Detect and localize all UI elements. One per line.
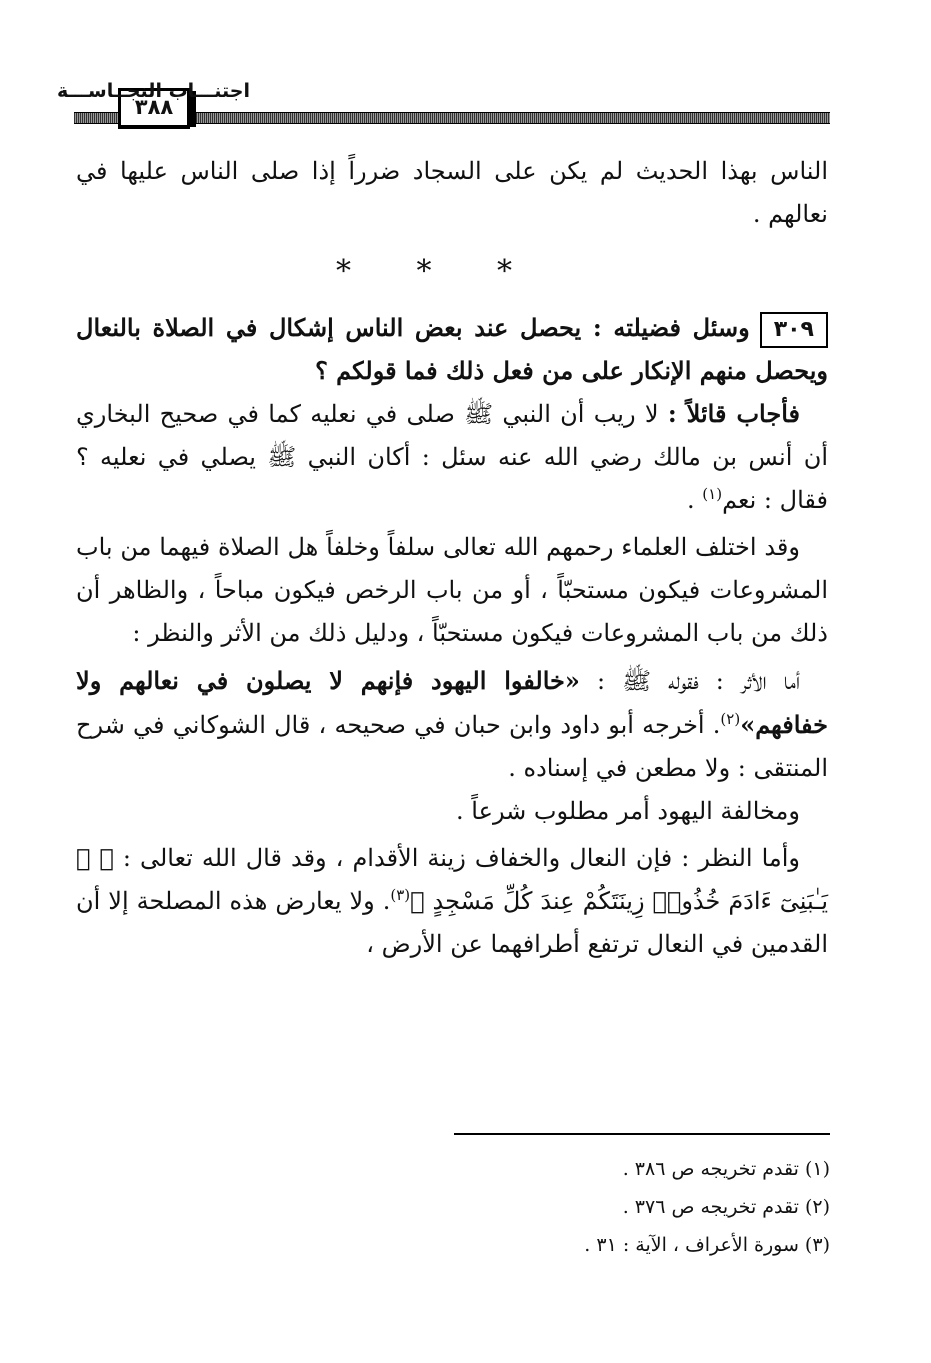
page-number: ٣٨٨ [118,88,190,129]
answer-lead: فأجاب قائلاً : [667,399,800,428]
footnote-ref-3: (٣) [390,886,411,904]
footnote-3: (٣) سورة الأعراف ، الآية : ٣١ . [584,1234,830,1256]
question-paragraph [76,306,828,392]
athar-hadith: «خالفوا اليهود فإنهم لا يصلون في نعالهم ولا خفافهم» [76,666,828,739]
nazar-rest: . ولا يعارض هذه المصلحة إلا أن القدمين في النعال ترتفع أطرافهما عن الأرض ، [76,887,828,958]
page-header [57,72,830,128]
answer-end: . [687,486,695,514]
footnote-separator [454,1133,830,1135]
body-text [76,150,828,966]
scholars-paragraph: وقد اختلف العلماء رحمهم الله تعالى سلفاً وخلفاً هل الصلاة فيهما من باب المشروعات فيكون مستحبّاً ، أو من باب الرخص فيكون مباحاً ، والظاهر أن ذلك من باب المشروعات فيكون مستحبّاً ، ودليل ذلك من الأثر والنظر : [76,533,828,647]
running-title: اجتنـــاب النجــاســـة [57,80,250,102]
nazar-paragraph [76,837,828,966]
answer-paragraph [76,392,828,522]
athar-lead: أما الأثر : فقوله ﷺ : [596,667,800,695]
answer-text: لا ريب أن النبي ﷺ صلى في نعليه كما في صحيح البخاري أن أنس بن مالك رضي الله عنه سئل : أكان النبي ﷺ يصلي في نعليه ؟ فقال : نعم [76,400,828,514]
question-number: ٣٠٩ [760,312,828,348]
footnote-1: (١) تقدم تخريجه ص ٣٨٦ . [622,1158,830,1180]
footnote-ref-2: (٢) [720,710,741,728]
athar-paragraph [76,659,828,790]
question-text: وسئل فضيلته : يحصل عند بعض الناس إشكال في الصلاة بالنعال ويحصل منهم الإنكار على من فعل ذلك فما قولكم ؟ [76,313,828,385]
footnotes [130,1150,830,1264]
section-separator: * * * [335,254,541,289]
paragraph-continuation: الناس بهذا الحديث لم يكن على السجاد ضرراً إذا صلى الناس عليها في نعالهم . [76,157,828,228]
nazar-text: وأما النظر : فإن النعال والخفاف زينة الأقدام ، وقد قال الله تعالى : ﴿ ۞ يَـٰبَنِىٓ ءَادَمَ خُذُوا۟ زِينَتَكُمْ عِندَ كُلِّ مَسْجِدٍ ﴾ [76,844,828,915]
footnote-2: (٢) تقدم تخريجه ص ٣٧٦ . [622,1196,830,1218]
footnote-ref-1: (١) [702,485,723,503]
jews-paragraph: ومخالفة اليهود أمر مطلوب شرعاً . [456,797,800,825]
athar-rest: . أخرجه أبو داود وابن حبان في صحيحه ، قال الشوكاني في شرح المنتقى : ولا مطعن في إسناده . [76,711,828,782]
